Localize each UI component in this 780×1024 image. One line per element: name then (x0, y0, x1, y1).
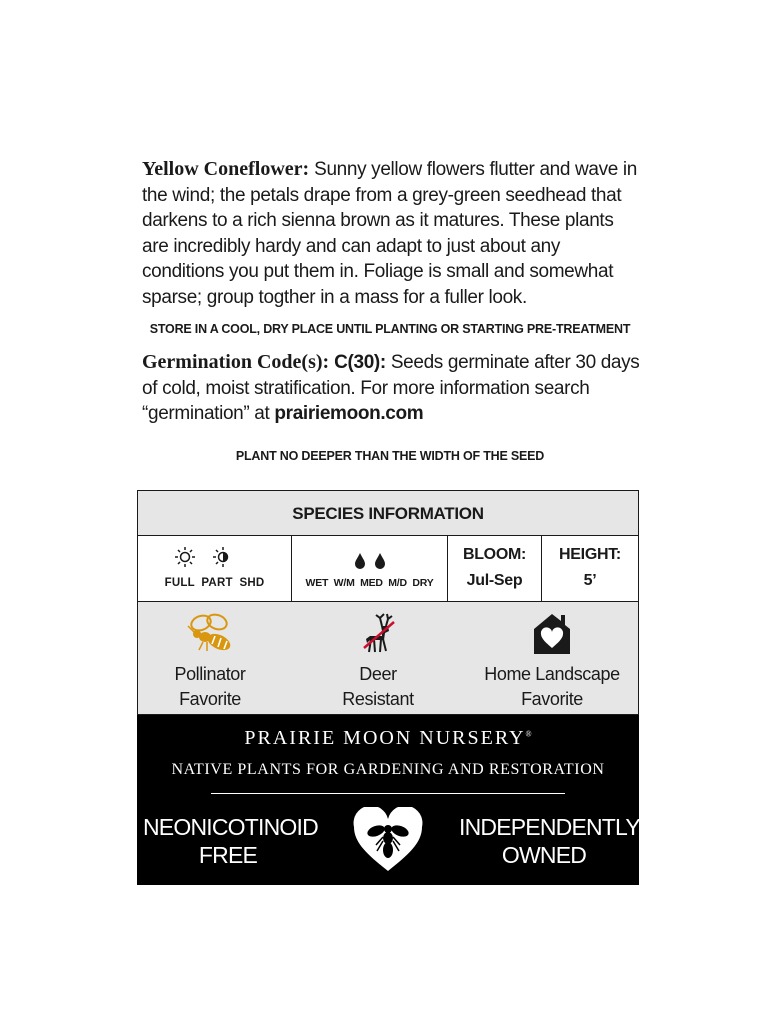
depth-notice: PLANT NO DEEPER THAN THE WIDTH OF THE SEED (235, 449, 545, 463)
feature-home-landscape (472, 612, 632, 712)
feature-home-line2: Favorite (521, 689, 583, 709)
sun-labels: FULL PART SHD (164, 577, 265, 589)
plant-description (142, 157, 642, 310)
height-cell (542, 536, 638, 601)
bee-icon (185, 612, 235, 656)
neonicotinoid-line2: FREE (198, 842, 258, 868)
feature-badges-row (138, 602, 638, 714)
germination-text: Seeds germinate after 30 days of cold, moist stratification. For more information search “germination” at (142, 352, 640, 424)
water-drop-icon (375, 553, 385, 569)
bloom-cell (448, 536, 542, 601)
heart-bee-icon (352, 807, 424, 873)
nursery-tagline: NATIVE PLANTS FOR GARDENING AND RESTORATION (171, 761, 605, 778)
neonicotinoid-free-badge (143, 813, 318, 869)
germination-site-link[interactable]: prairiemoon.com (274, 403, 424, 424)
independently-line1: INDEPENDENTLY (459, 814, 640, 840)
nursery-brand (137, 727, 639, 750)
feature-pollinator (130, 612, 290, 712)
neonicotinoid-line1: NEONICOTINOID (143, 814, 318, 840)
sun-icons (165, 546, 237, 568)
bloom-value: Jul-Sep (466, 572, 523, 589)
species-information-title: SPECIES INFORMATION (138, 491, 638, 536)
species-information-box (137, 490, 639, 715)
nursery-name: PRAIRIE MOON NURSERY (244, 727, 526, 749)
storage-notice: STORE IN A COOL, DRY PLACE UNTIL PLANTING OR STARTING PRE-TREATMENT (149, 322, 631, 336)
deer-icon (358, 612, 398, 656)
feature-deer-line2: Resistant (342, 689, 414, 709)
full-sun-icon (175, 547, 195, 567)
plant-name: Yellow Coneflower: (142, 158, 310, 180)
registered-mark: ® (525, 729, 532, 739)
germination-code: C(30): (334, 352, 386, 373)
water-drop-icons (340, 550, 400, 570)
feature-pollinator-line1: Pollinator (174, 664, 246, 684)
house-heart-icon (532, 612, 572, 656)
independently-owned-badge (459, 813, 640, 869)
feature-pollinator-line2: Favorite (179, 689, 241, 709)
independently-line2: OWNED (501, 842, 587, 868)
nursery-footer (137, 715, 639, 885)
height-label: HEIGHT: (559, 546, 621, 563)
species-attributes-row (138, 536, 638, 602)
plant-description-text: Sunny yellow flowers flutter and wave in the wind; the petals drape from a grey-green seedhead that darkens to a rich sienna brown as it matures. These plants are incredibly hardy and can adapt to just about any conditions you put them in. Foliage is small and somewhat sparse; group togther in a mass for a fuller look. (142, 159, 638, 308)
sun-exposure-cell (138, 536, 292, 601)
germination-label: Germination Code(s): (142, 351, 330, 373)
moisture-labels: WET W/M MED M/D DRY (305, 577, 434, 589)
feature-deer-resistant (298, 612, 458, 712)
moisture-cell (292, 536, 448, 601)
part-sun-icon (213, 547, 228, 567)
bloom-label: BLOOM: (462, 546, 527, 563)
footer-divider (211, 793, 565, 794)
water-drop-icon (355, 553, 365, 569)
germination-info (142, 350, 642, 427)
feature-deer-line1: Deer (359, 664, 397, 684)
feature-home-line1: Home Landscape (484, 664, 620, 684)
height-value: 5’ (583, 572, 597, 589)
